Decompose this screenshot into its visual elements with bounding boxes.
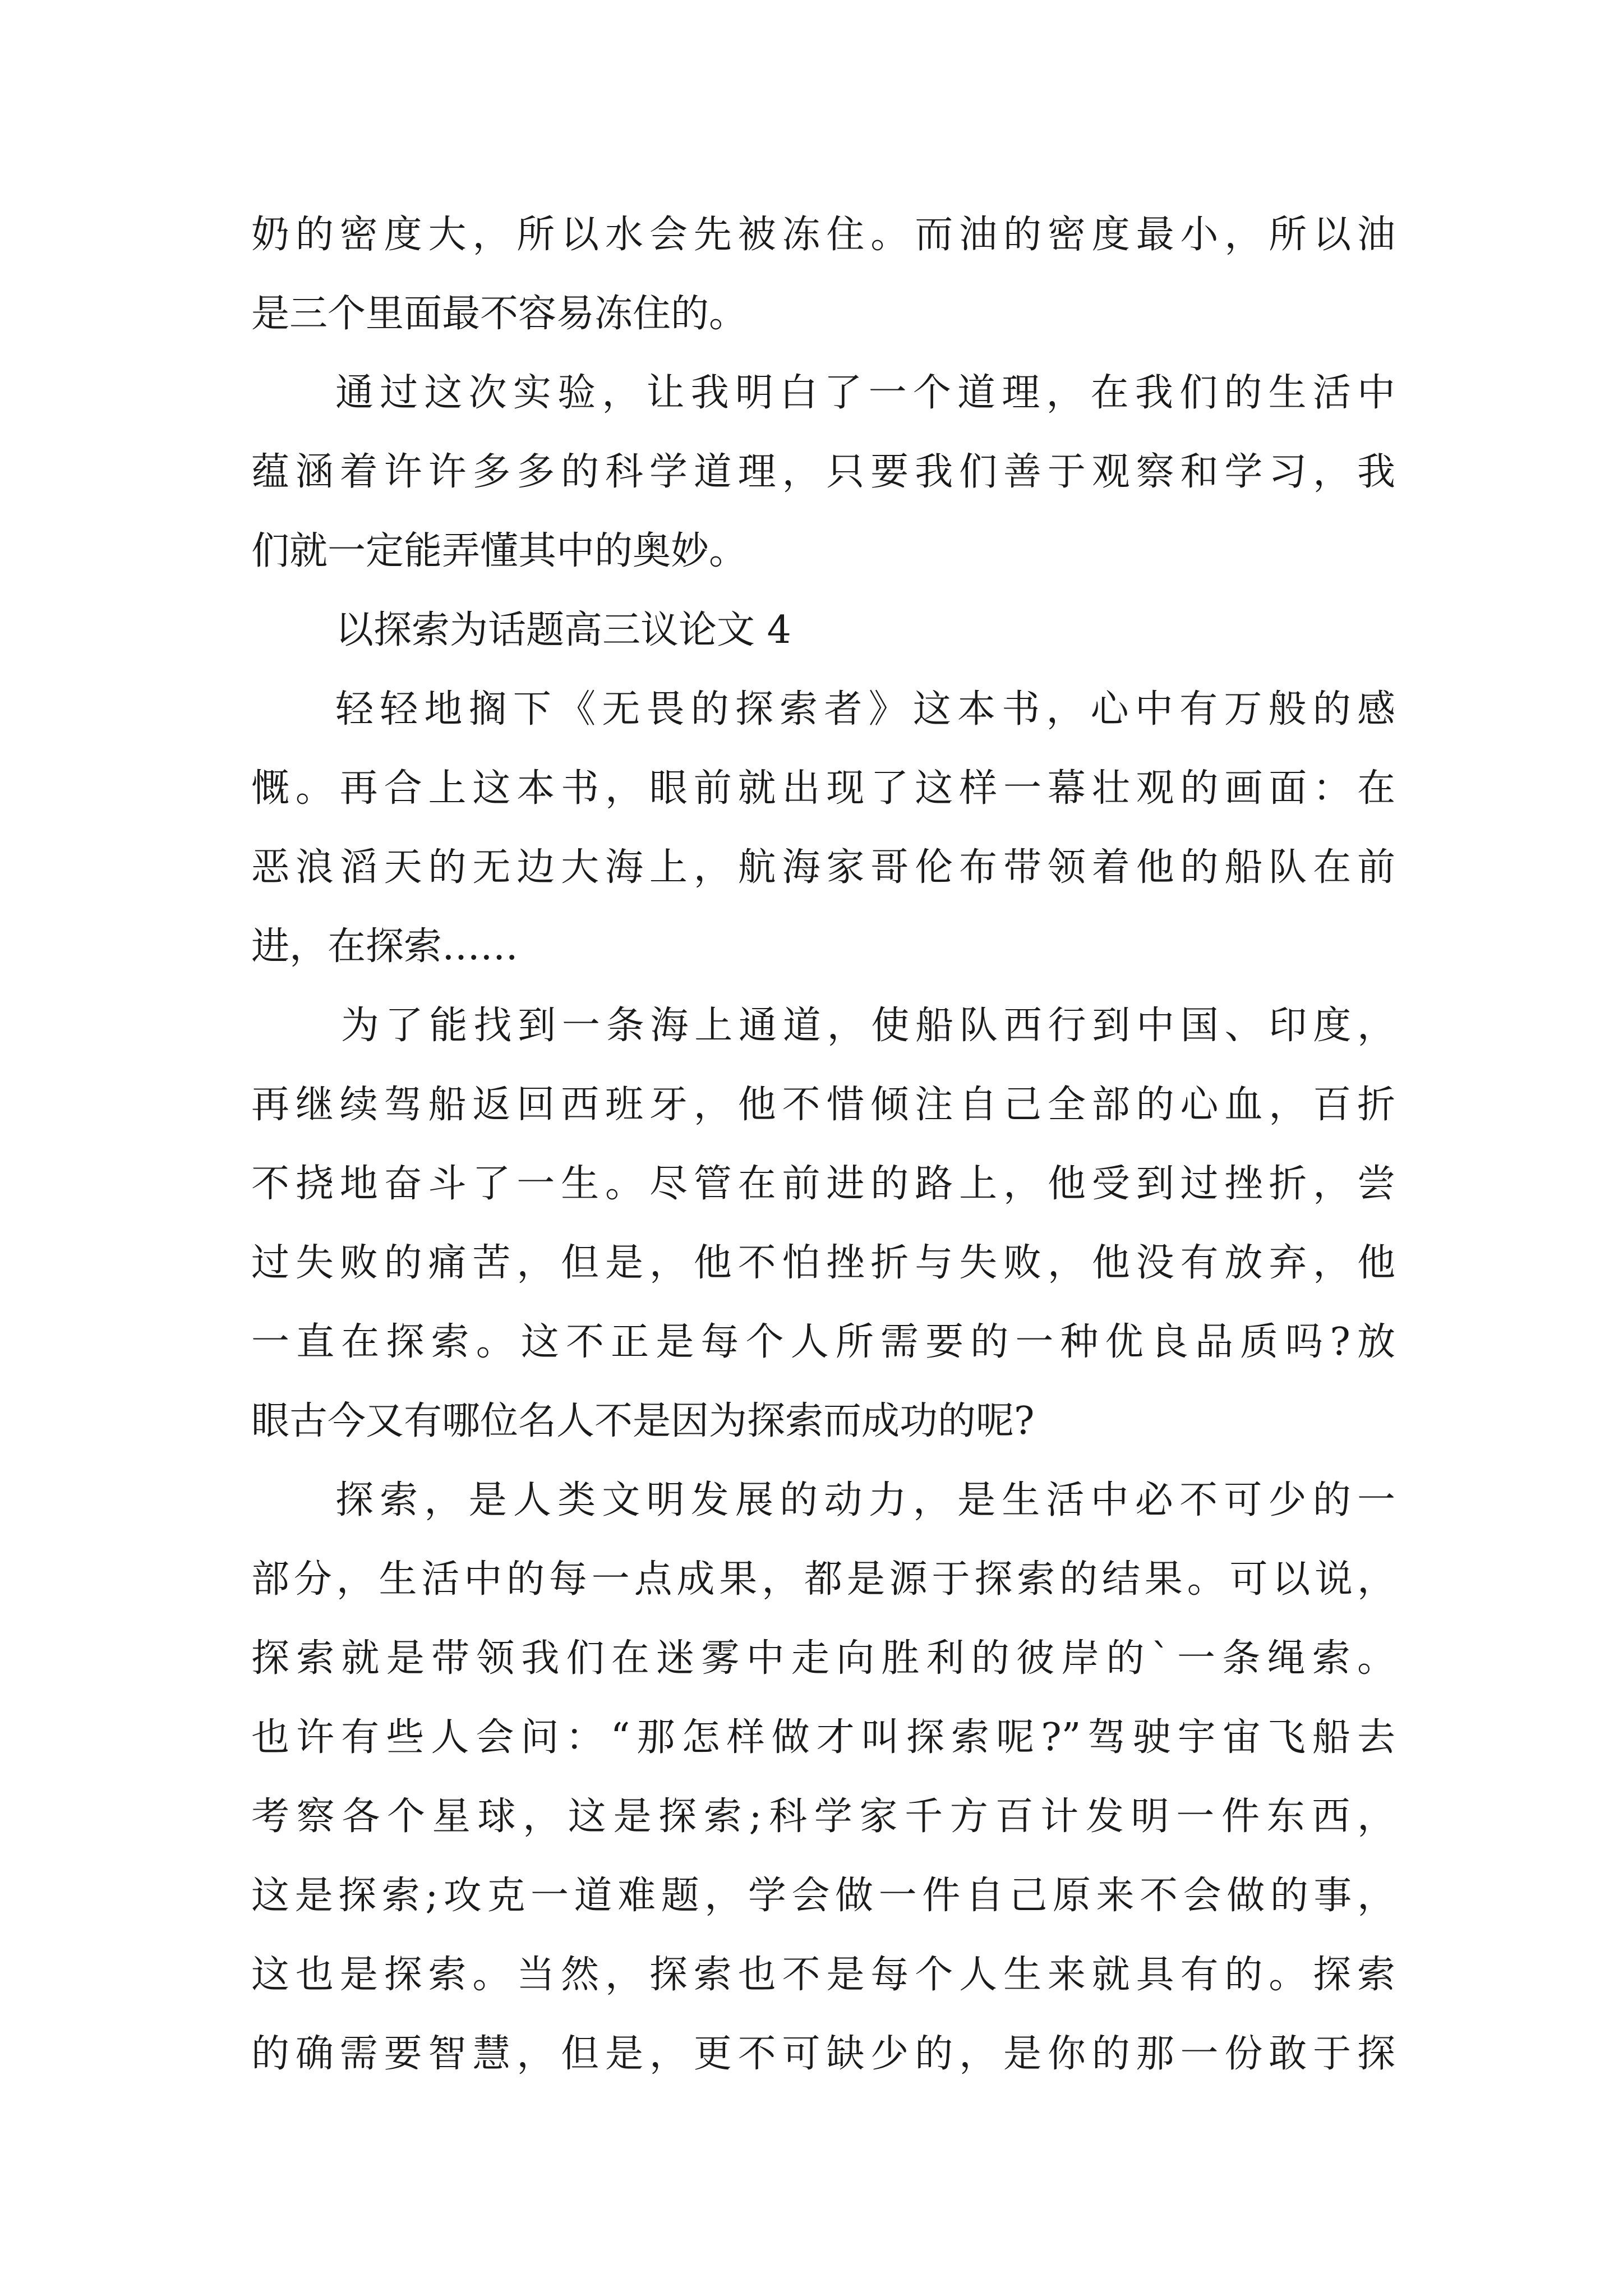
text-line: 进，在探索…… bbox=[251, 924, 519, 969]
text-line: 恶浪滔天的无边大海上，航海家哥伦布带领着他的船队在前 bbox=[251, 845, 1395, 890]
text-line: 眼古今又有哪位名人不是因为探索而成功的呢? bbox=[251, 1399, 1035, 1443]
text-line: 也许有些人会问：“那怎样做才叫探索呢?”驾驶宇宙飞船去 bbox=[251, 1715, 1395, 1760]
document-body bbox=[251, 195, 1395, 2093]
text-line: 再继续驾船返回西班牙，他不惜倾注自己全部的心血，百折 bbox=[251, 1083, 1395, 1127]
text-line: 这是探索;攻克一道难题，学会做一件自己原来不会做的事， bbox=[251, 1874, 1395, 1918]
paragraph-first-line: 通过这次实验，让我明白了一个道理，在我们的生活中 bbox=[335, 371, 1395, 415]
text-line: 不挠地奋斗了一生。尽管在前进的路上，他受到过挫折，尝 bbox=[251, 1162, 1395, 1206]
text-line: 的确需要智慧，但是，更不可缺少的，是你的那一份敢于探 bbox=[251, 2032, 1395, 2076]
text-line: 考察各个星球，这是探索;科学家千方百计发明一件东西， bbox=[251, 1795, 1395, 1839]
text-line: 是三个里面最不容易冻住的。 bbox=[251, 292, 748, 336]
text-line: 过失败的痛苦，但是，他不怕挫折与失败，他没有放弃，他 bbox=[251, 1241, 1395, 1285]
paragraph-first-line: 轻轻地搁下《无畏的探索者》这本书，心中有万般的感 bbox=[335, 687, 1395, 731]
text-line: 一直在探索。这不正是每个人所需要的一种优良品质吗?放 bbox=[251, 1320, 1395, 1364]
paragraph-first-line: 探索，是人类文明发展的动力，是生活中必不可少的一 bbox=[335, 1478, 1395, 1522]
text-line: 慨。再合上这本书，眼前就出现了这样一幕壮观的画面：在 bbox=[251, 766, 1395, 811]
text-line: 这也是探索。当然，探索也不是每个人生来就具有的。探索 bbox=[251, 1953, 1395, 1997]
section-heading: 以探索为话题高三议论文 4 bbox=[335, 608, 791, 652]
paragraph-first-line: 为了能找到一条海上通道，使船队西行到中国、印度， bbox=[341, 1004, 1395, 1048]
text-line: 蕴涵着许许多多的科学道理，只要我们善于观察和学习，我 bbox=[251, 450, 1395, 494]
text-line: 探索就是带领我们在迷雾中走向胜利的彼岸的`一条绳索。 bbox=[251, 1636, 1395, 1681]
text-line: 们就一定能弄懂其中的奥妙。 bbox=[251, 529, 748, 573]
text-line: 部分，生活中的每一点成果，都是源于探索的结果。可以说， bbox=[251, 1557, 1395, 1602]
text-line: 奶的密度大，所以水会先被冻住。而油的密度最小，所以油 bbox=[251, 213, 1395, 257]
